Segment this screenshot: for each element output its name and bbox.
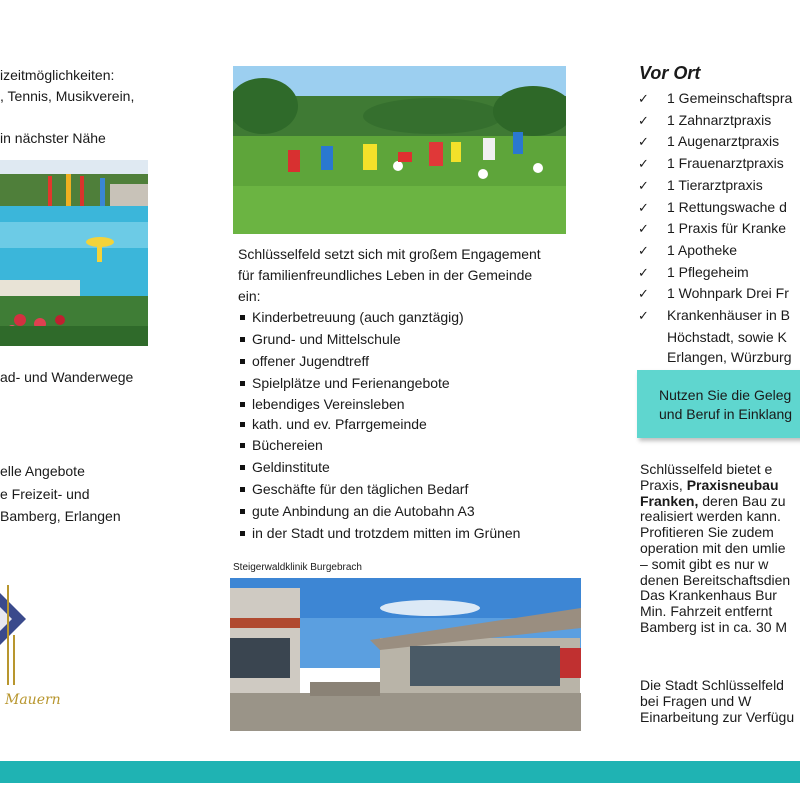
section-heading: Vor Ort bbox=[639, 63, 701, 83]
paragraph-line: Schlüsselfeld bietet e bbox=[640, 461, 773, 477]
list-item: ✓ 1 Zahnarztpraxis bbox=[638, 110, 792, 132]
checkmark-icon: ✓ bbox=[638, 264, 649, 280]
bullet-icon bbox=[240, 465, 245, 470]
left-mid-text: ad- und Wanderwege bbox=[0, 369, 134, 385]
left-lower-text bbox=[0, 460, 121, 528]
list-item: ✓ 1 Wohnpark Drei Fr bbox=[638, 283, 792, 305]
list-item: Geldinstitute bbox=[238, 456, 520, 478]
callout-box bbox=[637, 370, 800, 438]
list-item: Grund- und Mittelschule bbox=[238, 328, 520, 350]
list-item: ✓ 1 Tierarztpraxis bbox=[638, 175, 792, 197]
paragraph-line: denen Bereitschaftsdien bbox=[640, 571, 791, 588]
clinic-photo bbox=[230, 578, 581, 731]
list-item: Geschäfte für den täglichen Bedarf bbox=[238, 478, 520, 500]
practice-paragraph bbox=[640, 462, 790, 636]
left-top-line: , Tennis, Musikverein, bbox=[0, 88, 135, 104]
paragraph-line: Min. Fahrzeit entfernt bbox=[640, 603, 773, 620]
list-item: kath. und ev. Pfarrgemeinde bbox=[238, 414, 520, 434]
family-bullet-list bbox=[238, 306, 520, 544]
bullet-icon bbox=[240, 422, 245, 427]
bullet-icon bbox=[240, 487, 245, 492]
left-lower-line: Bamberg, Erlangen bbox=[0, 508, 121, 524]
checkmark-icon: ✓ bbox=[638, 177, 649, 193]
left-top-line: izeitmöglichkeiten: bbox=[0, 67, 115, 83]
paragraph-line: Praxis, Praxisneubau bbox=[640, 476, 779, 493]
left-lower-line: elle Angebote bbox=[0, 463, 85, 479]
checkmark-icon: ✓ bbox=[638, 156, 649, 172]
bullet-icon bbox=[240, 381, 245, 386]
paragraph-line: bei Fragen und W bbox=[640, 692, 752, 709]
checkmark-icon: ✓ bbox=[638, 242, 649, 258]
left-top-text bbox=[0, 65, 134, 149]
logo-text: Mauern bbox=[5, 692, 61, 708]
photo-caption: Steigerwaldklinik Burgebrach bbox=[233, 562, 362, 573]
kids-soccer-photo bbox=[233, 66, 566, 234]
list-item: Kinderbetreuung (auch ganztägig) bbox=[238, 306, 520, 328]
paragraph-line: operation mit den umlie bbox=[640, 539, 786, 556]
paragraph-line: Franken, deren Bau zu bbox=[640, 492, 786, 509]
list-item: ✓ 1 Apotheke bbox=[638, 240, 792, 262]
list-item: ✓ 1 Rettungswache d bbox=[638, 197, 792, 219]
paragraph-line: Profitieren Sie zudem bbox=[640, 524, 774, 541]
checkmark-icon: ✓ bbox=[638, 112, 649, 128]
list-item: ✓ Krankenhäuser in B bbox=[638, 305, 792, 327]
intro-line: für familienfreundliches Leben in der Gemeinde bbox=[238, 267, 533, 283]
list-item: ✓ 1 Gemeinschaftspra bbox=[638, 88, 792, 110]
paragraph-line: Einarbeitung zur Verfügu bbox=[640, 708, 795, 725]
intro-line: Schlüsselfeld setzt sich mit großem Engagement bbox=[238, 246, 541, 262]
checkmark-icon: ✓ bbox=[638, 308, 649, 324]
paragraph-line: Die Stadt Schlüsselfeld bbox=[640, 677, 784, 693]
list-item: in der Stadt und trotzdem mitten im Grünen bbox=[238, 522, 520, 544]
list-item-continuation: Erlangen, Würzburg bbox=[667, 349, 792, 366]
left-top-line bbox=[0, 107, 134, 128]
list-item-continuation: Höchstadt, sowie K bbox=[667, 328, 787, 345]
bullet-icon bbox=[240, 402, 245, 407]
checkmark-icon: ✓ bbox=[638, 286, 649, 302]
list-item: ✓ 1 Pflegeheim bbox=[638, 262, 792, 284]
list-item: ✓ 1 Frauenarztpraxis bbox=[638, 153, 792, 175]
paragraph-line: – somit gibt es nur w bbox=[640, 555, 769, 572]
left-lower-line: e Freizeit- und bbox=[0, 485, 90, 502]
middle-intro bbox=[238, 244, 541, 307]
bullet-icon bbox=[240, 509, 245, 514]
bullet-icon bbox=[240, 359, 245, 364]
callout-line: Nutzen Sie die Geleg bbox=[659, 387, 792, 403]
town-logo bbox=[0, 585, 70, 715]
list-item: ✓ 1 Praxis für Kranke bbox=[638, 218, 792, 240]
pool-photo bbox=[0, 160, 148, 346]
paragraph-line: Bamberg ist in ca. 30 M bbox=[640, 618, 788, 635]
checkmark-icon: ✓ bbox=[638, 199, 649, 215]
bullet-icon bbox=[240, 337, 245, 342]
services-check-list bbox=[638, 88, 792, 368]
list-item: Büchereien bbox=[238, 434, 520, 456]
checkmark-icon: ✓ bbox=[638, 91, 649, 106]
list-item: gute Anbindung an die Autobahn A3 bbox=[238, 500, 520, 522]
left-top-line: in nächster Nähe bbox=[0, 130, 106, 146]
list-item: lebendiges Vereinsleben bbox=[238, 394, 520, 414]
list-item: Spielplätze und Ferienangebote bbox=[238, 372, 520, 394]
checkmark-icon: ✓ bbox=[638, 134, 649, 150]
city-support-paragraph bbox=[640, 678, 794, 725]
list-item: ✓ 1 Augenarztpraxis bbox=[638, 131, 792, 153]
checkmark-icon: ✓ bbox=[638, 221, 649, 237]
bullet-icon bbox=[240, 315, 245, 320]
logo-emblem-icon bbox=[0, 585, 70, 685]
list-item: offener Jugendtreff bbox=[238, 350, 520, 372]
footer-bar bbox=[0, 761, 800, 783]
intro-line: ein: bbox=[238, 288, 261, 304]
callout-line: und Beruf in Einklang bbox=[659, 406, 793, 422]
bullet-icon bbox=[240, 443, 245, 448]
paragraph-line: Das Krankenhaus Bur bbox=[640, 587, 777, 604]
paragraph-line: realisiert werden kann. bbox=[640, 508, 781, 525]
bullet-icon bbox=[240, 531, 245, 536]
